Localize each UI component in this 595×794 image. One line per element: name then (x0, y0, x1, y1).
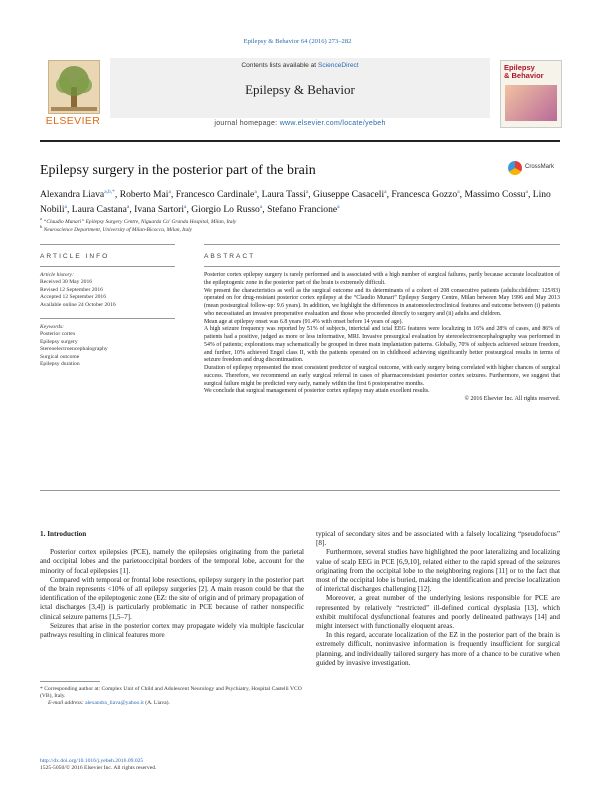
article-history (40, 272, 175, 309)
corresponding-author-footnote (40, 686, 304, 708)
keyword: Posterior cortex (40, 331, 76, 338)
abstract-paragraph: Mean age at epilepsy onset was 6.8 years (91.4% with onset before 14 years of age). (204, 318, 403, 325)
article-title: Epilepsy surgery in the posterior part of the brain (40, 163, 316, 178)
publisher-name: ELSEVIER (45, 115, 101, 127)
history-revised: Revised 12 September 2016 (40, 286, 103, 293)
journal-cover-thumbnail[interactable] (500, 60, 562, 128)
body-paragraph: In this regard, accurate localization of the EZ in the posterior part of the brain is extremely difficult, noninvasive information is frequently insufficient for surgical planning, and individually tailored surgery has more of a chance to be curative when guided by invasive investigation. (316, 631, 560, 667)
sciencedirect-link[interactable]: ScienceDirect (317, 62, 359, 69)
body-paragraph: Posterior cortex epilepsies (PCE), namely the epilepsies originating from the parietal and occipital lobes and the parietooccipital borders of the temporal lobe, account for the minority of focal epilepsies [1]. (40, 548, 304, 575)
author-affiliation-marker: a (384, 189, 387, 195)
journal-homepage (110, 120, 490, 127)
article-info-heading: ARTICLE INFO (40, 253, 110, 260)
contents-prefix: Contents lists available at (241, 62, 318, 69)
body-paragraph: Furthermore, several studies have highlighted the poor lateralizing and localizing value of scalp EEG in PCE [6,9,10], related either to the rapid spread of the seizures originating from the occipital lobe to the neighboring regions [11] or to the fact that most of the occipital lobe is buried, making the identification and precise localization of interictal discharges challenging [12]. (316, 548, 560, 594)
section-heading: 1. Introduction (40, 530, 87, 538)
crossmark-icon (508, 161, 522, 175)
author-affiliation-marker: a (126, 204, 130, 211)
author-name[interactable]: Stefano Francione (267, 204, 338, 216)
author-affiliation-marker: a (305, 189, 309, 195)
author-list: Alexandra Liava$^{a,b,*}$, Roberto Mai$^a$, Francesco Cardinale$^a$, Laura Tassi$^a$, Giuseppe Casaceli$^a$, Francesca Gozzo$^a$, Massimo Cossu$^a$, Lino Nobili$^a$, Laura Castana$^a$, Ivana Sartori$^a$, Giorgio Lo Russo$^a$, Stefano Francione$^a$ (40, 189, 551, 216)
body-paragraph: Seizures that arise in the posterior cortex may propagate widely via multiple fascicular pathways resulting in clinical features more (40, 621, 304, 640)
author-affiliation-marker: a (64, 204, 67, 211)
body-right-column (316, 530, 560, 668)
footnote-marker: * (40, 686, 43, 692)
author-name[interactable]: Roberto Mai (119, 189, 169, 201)
article-info-rule-2 (40, 266, 175, 267)
author-affiliation-marker: a (457, 189, 460, 195)
footnote-text: Corresponding author at: Complex Unit of Child and Adolescent Neurology and Psychiatry, Hospital Castelli VCO (VB), Italy. (40, 686, 302, 700)
author-name[interactable]: Laura Castana (71, 204, 127, 216)
keywords-label: Keywords: (40, 324, 65, 330)
affiliation-marker: b (40, 224, 43, 229)
author-name[interactable]: Alexandra Liava (40, 189, 105, 201)
history-label: Article history: (40, 272, 75, 278)
abstract-paragraph: Duration of epilepsy represented the most consistent predictor of surgical outcome, with early surgery being correlated with higher chances of surgical success. Therefore, we recommend an early surgical referral in cases of pharmacoresistant posterior cortex seizures. Furthermore, we suggest that surgical failure might be predicted very early, namely within the first 6 postoperative months. (204, 365, 560, 387)
author-name[interactable]: Francesco Cardinale (175, 189, 255, 201)
doi-block (40, 758, 304, 772)
keyword: Epilepsy surgery (40, 338, 78, 345)
author-affiliation-marker: a (337, 204, 340, 211)
keywords (40, 324, 175, 368)
issn-line: 1525-5050/© 2016 Elsevier Inc. All rights reserved. (40, 765, 157, 772)
author-affiliation-marker: a (254, 189, 257, 195)
cover-title-line1: Epilepsy (504, 63, 535, 72)
doi-link[interactable]: http://dx.doi.org/10.1016/j.yebeh.2016.09.025 (40, 758, 144, 764)
history-online: Available online 24 October 2016 (40, 301, 116, 308)
crossmark-label: CrossMark (525, 164, 555, 170)
history-accepted: Accepted 12 September 2016 (40, 294, 107, 301)
affiliation-text: Neuroscience Department, University of Milan-Bicocca, Milan, Italy (43, 226, 193, 233)
article-info-rule (40, 244, 175, 245)
homepage-link[interactable]: www.elsevier.com/locate/yebeh (279, 120, 386, 127)
abstract-rule-2 (204, 266, 560, 267)
author-name[interactable]: Giuseppe Casaceli (313, 189, 385, 201)
keyword: Stereoelectroencephalography (40, 346, 108, 353)
cover-image (505, 85, 557, 121)
journal-banner (110, 58, 490, 118)
author-name[interactable]: Laura Tassi (261, 189, 306, 201)
abstract-heading: ABSTRACT (204, 253, 256, 260)
author-affiliation-marker: a,b,* (104, 189, 115, 195)
article-info-divider (40, 318, 175, 319)
keyword: Surgical outcome (40, 353, 80, 360)
abstract-bottom-rule (40, 490, 560, 491)
email-label: E-mail address: (48, 700, 84, 707)
author-name[interactable]: Francesca Gozzo (391, 189, 458, 201)
journal-citation[interactable]: Epilepsy & Behavior 64 (2016) 273–282 (243, 38, 352, 45)
author-affiliation-marker: a (168, 189, 171, 195)
body-paragraph: Compared with temporal or frontal lobe resections, epilepsy surgery in the posterior part of the brain represents <10% of all epilepsy surgeries [2]. A main reason could be that the identification of the epileptogenic zone (EZ: the site of origin and of primary propagation of ictal discharges [3,4]) is particularly problematic in PCE because of rather nonspecific clinical seizure patterns [1,5–7]. (40, 575, 304, 621)
homepage-prefix: journal homepage: (214, 120, 280, 127)
abstract-copyright: © 2016 Elsevier Inc. All rights reserved. (464, 396, 560, 402)
cover-title-line2: & Behavior (504, 71, 544, 80)
affiliation-marker: a (40, 216, 42, 221)
author-name[interactable]: Ivana Sartori (134, 204, 184, 216)
history-received: Received 30 May 2016 (40, 279, 93, 286)
crossmark-badge[interactable] (508, 160, 560, 180)
email-suffix: (A. Liava). (145, 700, 170, 707)
author-affiliation-marker: a (259, 204, 263, 211)
journal-masthead (40, 58, 560, 130)
abstract-paragraph: Posterior cortex epilepsy surgery is rarely performed and is associated with a high number of surgical failures, partly because accurate localization of the epileptogenic zone in the posterior part of the brain is extremely difficult. (204, 272, 560, 286)
contents-line (110, 62, 490, 69)
journal-title: Epilepsy & Behavior (245, 82, 355, 97)
keyword: Epilepsy duration (40, 361, 80, 368)
abstract-paragraph: We conclude that surgical management of posterior cortex epilepsy may attain excellent results. (204, 388, 430, 395)
abstract-body (204, 272, 560, 404)
body-left-column (40, 530, 304, 640)
body-paragraph: typical of secondary sites and be associated with a falsely localizing “pseudofocus” [8]. (316, 530, 560, 548)
cover-title (504, 64, 544, 80)
author-affiliation-marker: a (525, 189, 528, 195)
email-link[interactable]: alexandra_liava@yahoo.it (85, 700, 144, 707)
affiliation-text: “Claudio Munari” Epilepsy Surgery Centre, Niguarda Ca' Granda Hospital, Milan, Italy (43, 218, 237, 225)
elsevier-logo[interactable] (40, 58, 106, 128)
affiliation-b (40, 224, 560, 233)
abstract-rule (204, 244, 560, 245)
author-name[interactable]: Massimo Cossu (464, 189, 526, 201)
abstract-paragraph: A high seizure frequency was reported by 51% of subjects, interictal and ictal EEG features were localizing in 16% and 28% of cases, and 86% of patients had a positive, judged as more or less informative, MRI. Invasive presurgical evaluation by stereoelectroencephalography was performed in 54% of patients; explorations may schematically be grouped in three main implantation patterns. Globally, 70% of subjects achieved seizure freedom, and further, 10% achieved Engel class II, with the patients operated on in childhood achieving significantly better postsurgical results in terms of seizure freedom and drug discontinuation. (204, 326, 560, 364)
author-name[interactable]: Lino Nobili (40, 189, 551, 216)
author-affiliation-marker: a (184, 204, 187, 211)
body-paragraph: Moreover, a great number of the underlying lesions responsible for PCE are represented by relatively “restricted” ill-defined cortical dysplasia [13], which exhibit multifocal dysfunctional features and poorly delineated pathways [14] and might intersect with functionally eloquent areas. (316, 594, 560, 631)
author-name[interactable]: Giorgio Lo Russo (191, 204, 260, 216)
footnote-rule (40, 681, 100, 682)
masthead-divider (40, 140, 560, 142)
elsevier-tree-icon (48, 60, 100, 114)
abstract-paragraph: We present the characteristics as well as the surgical outcome and its determinants of a cohort of 208 consecutive patients (adults:children: 125/83) operated on for drug-resistant posterior cortex epilepsy at the “Claudio Munari” Epilepsy Surgery Centre, Milan between May 1996 and May 2013 (mean postsurgical follow-up: 9.6 years). In addition, we highlight the differences in anatomoelectroclinical features and outcome between (i) patients who necessitated an invasive preoperative evaluation and those who proceeded directly to surgery and (ii) adults and children. (204, 287, 560, 317)
